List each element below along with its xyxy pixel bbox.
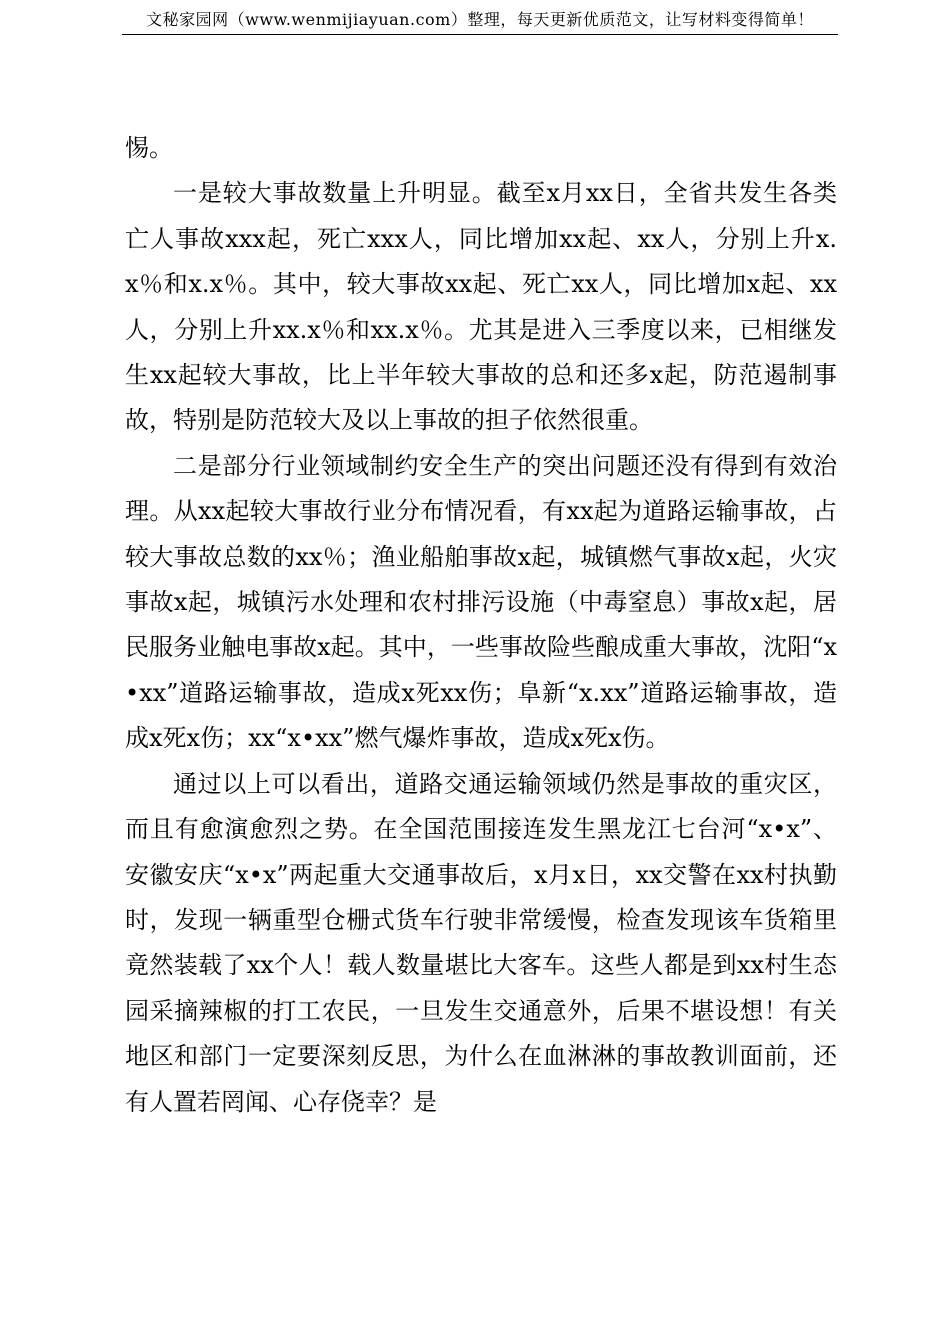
header-divider [122, 34, 838, 35]
page-header: 文秘家园网（www.wenmijiayuan.com）整理，每天更新优质范文，让写材料变得简单！ [146, 10, 814, 29]
document-body [125, 126, 837, 1125]
paragraph-industry-problems: 二是部分行业领域制约安全生产的突出问题还没有得到有效治理。从xx起较大事故行业分布情况看，有xx起为道路运输事故，占较大事故总数的xx％；渔业船舶事故x起，城镇燃气事故x起，火灾事故x起，城镇污水处理和农村排污设施（中毒窒息）事故x起，居民服务业触电事故x起。其中，一些事故险些酿成重大事故，沈阳“x•xx”道路运输事故，造成x死xx伤；阜新“x.xx”道路运输事故，造成x死x伤；xx“x•xx”燃气爆炸事故，造成x死x伤。 [125, 451, 837, 753]
paragraph-accident-count: 一是较大事故数量上升明显。截至x月xx日，全省共发生各类亡人事故xxx起，死亡xxx人，同比增加xx起、xx人，分别上升x.x％和x.x％。其中，较大事故xx起、死亡xx人，同比增加x起、xx人，分别上升xx.x％和xx.x％。尤其是进入三季度以来，已相继发生xx起较大事故，比上半年较大事故的总和还多x起，防范遏制事故，特别是防范较大及以上事故的担子依然很重。 [125, 179, 837, 435]
paragraph-continuation: 惕。 [125, 134, 173, 162]
paragraph-road-transport: 通过以上可以看出，道路交通运输领域仍然是事故的重灾区，而且有愈演愈烈之势。在全国范围接连发生黑龙江七台河“x•x”、安徽安庆“x•x”两起重大交通事故后，x月x日，xx交警在xx村执勤时，发现一辆重型仓栅式货车行驶非常缓慢，检查发现该车货箱里竟然装载了xx个人！载人数量堪比大客车。这些人都是到xx村生态园采摘辣椒的打工农民，一旦发生交通意外，后果不堪设想！有关地区和部门一定要深刻反思，为什么在血淋淋的事故教训面前，还有人置若罔闻、心存侥幸？是 [125, 769, 837, 1116]
